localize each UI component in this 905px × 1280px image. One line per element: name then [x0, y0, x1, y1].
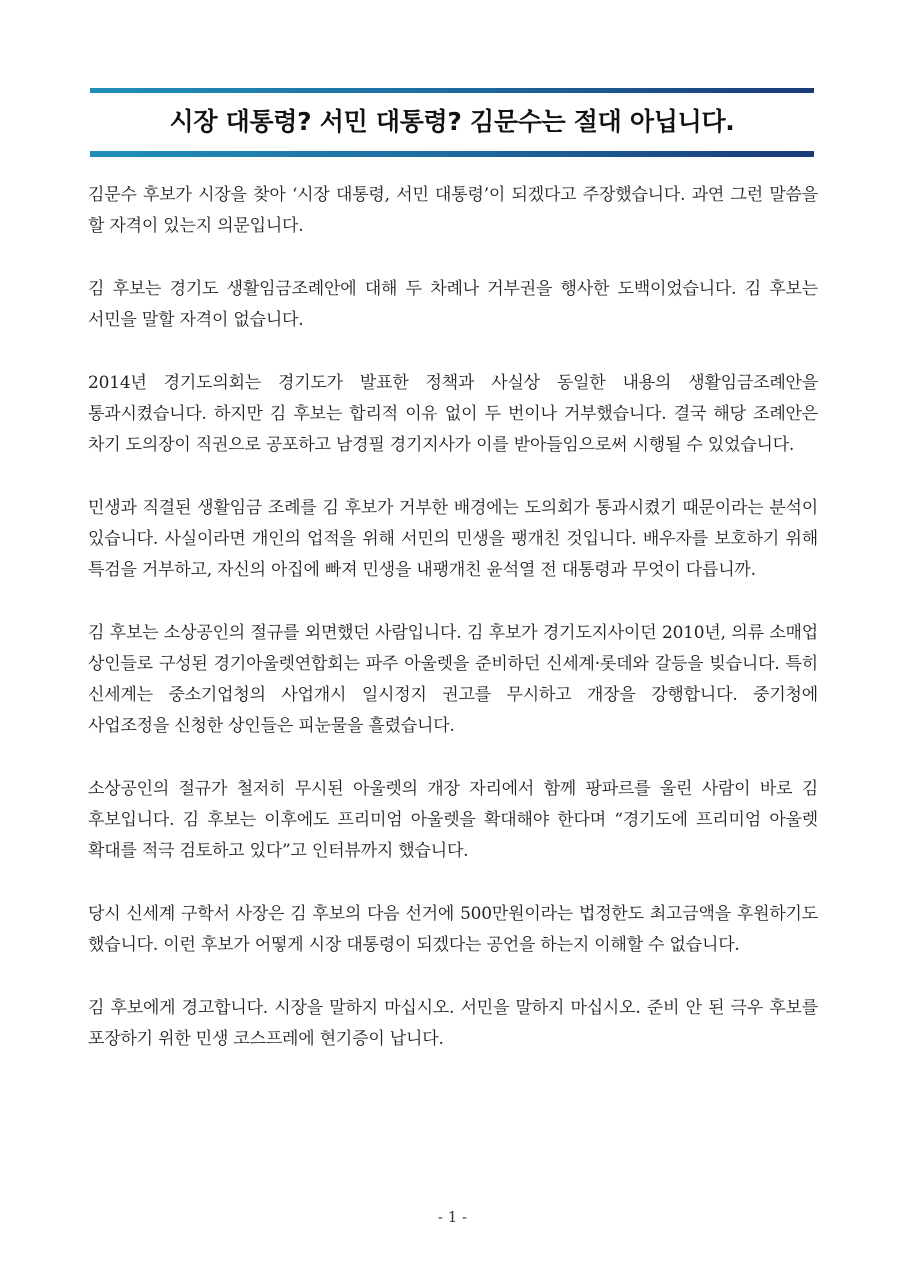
paragraph-4: 민생과 직결된 생활임금 조례를 김 후보가 거부한 배경에는 도의회가 통과시켰기 때문이라는 분석이 있습니다. 사실이라면 개인의 업적을 위해 서민의 민생을 팽개친 것입니다. 배우자를 보호하기 위해 특검을 거부하고, 자신의 아집에 빠져 민생을 내팽개친 윤석열 전 대통령과 무엇이 다릅니까. — [88, 498, 818, 580]
title-bottom-rule — [90, 151, 814, 157]
document-title: 시장 대통령? 서민 대통령? 김문수는 절대 아닙니다. — [169, 107, 735, 136]
title-block — [90, 88, 814, 157]
paragraph-6: 소상공인의 절규가 철저히 무시된 아울렛의 개장 자리에서 함께 팡파르를 울린 사람이 바로 김 후보입니다. 김 후보는 이후에도 프리미엄 아울렛을 확대해야 한다며 “경기도에 프리미엄 아울렛 확대를 적극 검토하고 있다”고 인터뷰까지 했습니다. — [88, 779, 818, 861]
paragraph-8: 김 후보에게 경고합니다. 시장을 말하지 마십시오. 서민을 말하지 마십시오. 준비 안 된 극우 후보를 포장하기 위한 민생 코스프레에 현기증이 납니다. — [88, 998, 818, 1049]
paragraph-3: 2014년 경기도의회는 경기도가 발표한 정책과 사실상 동일한 내용의 생활임금조례안을 통과시켰습니다. 하지만 김 후보는 합리적 이유 없이 두 번이나 거부했습니다. 결국 해당 조례안은 차기 도의장이 직권으로 공포하고 남경필 경기지사가 이를 받아들임으로써 시행될 수 있었습니다. — [88, 373, 818, 455]
paragraph-5: 김 후보는 소상공인의 절규를 외면했던 사람입니다. 김 후보가 경기도지사이던 2010년, 의류 소매업 상인들로 구성된 경기아울렛연합회는 파주 아울렛을 준비하던 신세계·롯데와 갈등을 빚습니다. 특히 신세계는 중소기업청의 사업개시 일시정지 권고를 무시하고 개장을 강행합니다. 중기청에 사업조정을 신청한 상인들은 피눈물을 흘렸습니다. — [88, 623, 818, 736]
document-body — [88, 180, 818, 1087]
paragraph-2: 김 후보는 경기도 생활임금조례안에 대해 두 차례나 거부권을 행사한 도백이었습니다. 김 후보는 서민을 말할 자격이 없습니다. — [88, 279, 818, 330]
page-number: - 1 - — [437, 1208, 468, 1226]
paragraph-7: 당시 신세계 구학서 사장은 김 후보의 다음 선거에 500만원이라는 법정한도 최고금액을 후원하기도 했습니다. 이런 후보가 어떻게 시장 대통령이 되겠다는 공언을 하는지 이해할 수 없습니다. — [88, 904, 818, 955]
paragraph-1: 김문수 후보가 시장을 찾아 ‘시장 대통령, 서민 대통령’이 되겠다고 주장했습니다. 과연 그런 말씀을 할 자격이 있는지 의문입니다. — [88, 185, 818, 236]
